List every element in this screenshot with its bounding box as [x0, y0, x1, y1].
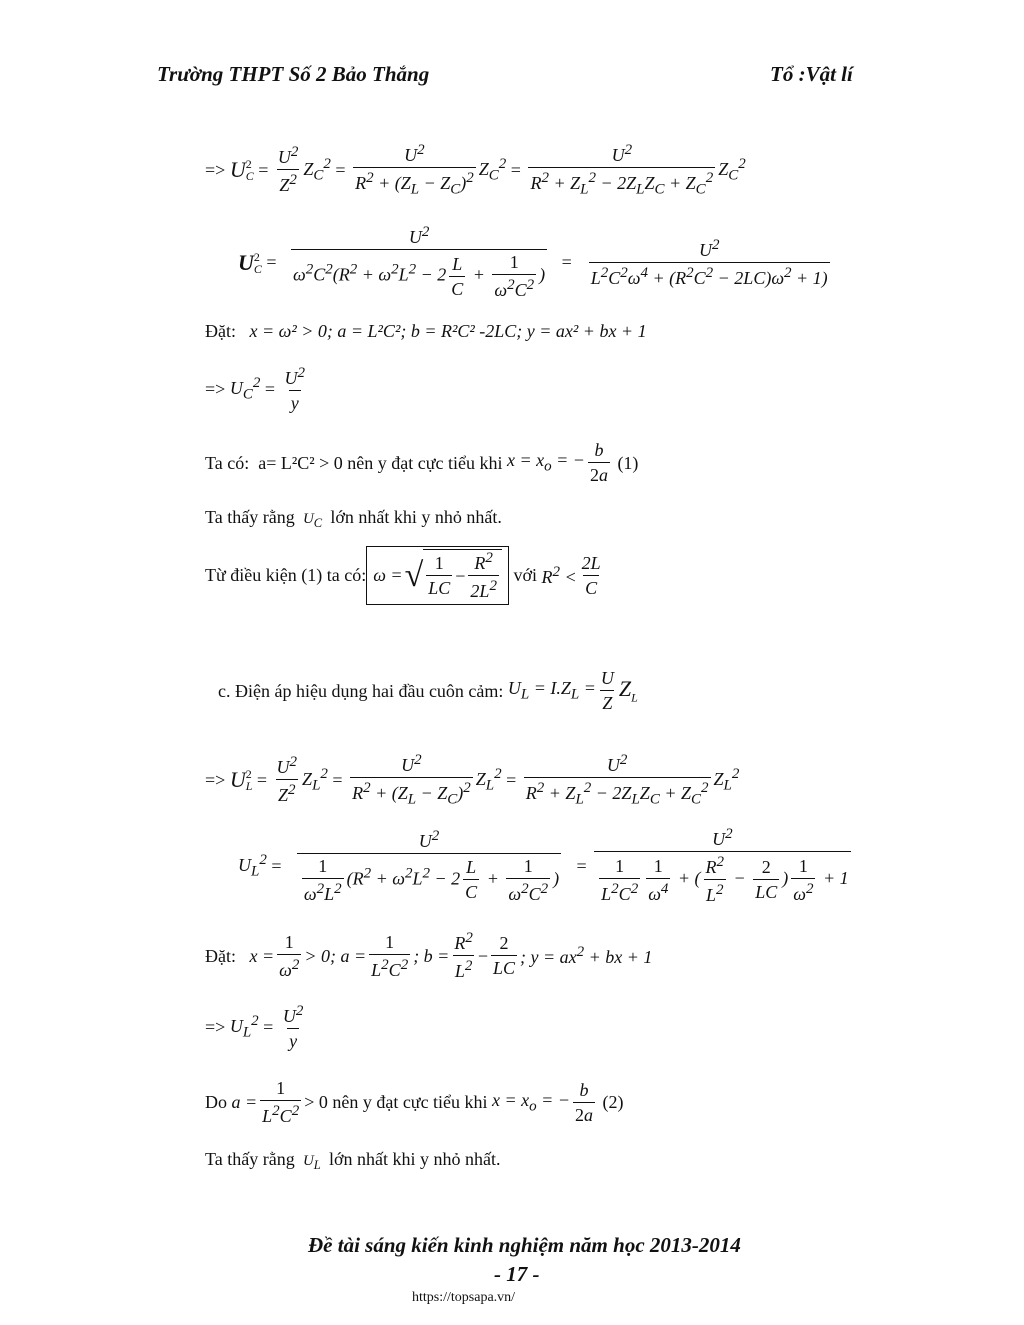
- ta-thay-line-2: Ta thấy rằng $U_L$ lớn nhất khi y nhỏ nhất.: [205, 1149, 501, 1172]
- do-line: Do a = $\frac{1}{L^2C^2}$ > 0 nên y đạt cực tiểu khi $x = x_o$ = − $\frac{b}{2a}$ (2): [205, 1078, 624, 1126]
- ta-thay-2-suffix: lớn nhất khi y nhỏ nhất.: [329, 1149, 501, 1169]
- dat-line-1: [205, 321, 647, 342]
- do-condition: > 0 nên y đạt cực tiểu khi: [304, 1092, 488, 1112]
- header-department: Tổ :Vật lí: [770, 62, 853, 86]
- section-c-heading: c. Điện áp hiệu dụng hai đầu cuôn cảm:: [218, 680, 504, 701]
- omega-result-box: ω = √ $\frac{1}{LC}$ − $\frac{R^2}{2L^2}$: [366, 546, 509, 605]
- dieu-kien-voi: với: [513, 565, 537, 585]
- do-prefix: Do: [205, 1092, 227, 1112]
- equation-uc-squared: => U 2 C = $\frac{U^2}{Z^2}$ $Z_C^2$ = $\frac{U^2}{R^2 + (Z_L - Z_C)^2}$ $Z_C^2$ = $\frac{U^2}{R^2 + Z_L^2 - 2Z_LZ_C + Z_C^2}$ $Z_C^2$: [205, 142, 746, 198]
- ta-co-label: Ta có:: [205, 452, 250, 473]
- ta-thay-1-suffix: lớn nhất khi y nhỏ nhất.: [330, 507, 502, 527]
- ta-co-ref: (1): [617, 452, 639, 473]
- footer-page-number: - 17 -: [494, 1262, 540, 1286]
- ta-thay-1-prefix: Ta thấy rằng: [205, 507, 295, 527]
- ta-thay-line-1: Ta thấy rằng $U_C$ lớn nhất khi y nhỏ nhất.: [205, 507, 502, 530]
- footer-url[interactable]: https://topsapa.vn/: [412, 1290, 516, 1305]
- equation-ul-omega: $U_L^2$ = $U^2$ $\frac{1}{\omega^2L^2}$ ($R^2 + \omega^2L^2 - 2$ $\frac{L}{C}$ + $\frac{1}{\omega^2C^2}$ ) = $U^2$ $\frac{1}{L^2C^2}$ $\frac{1}{\omega^4}$ + ( $\frac{R^2}{L^2}$ − $\frac{2}{LC}$ ) $\frac{1}{\omega^2}$ + 1: [238, 826, 849, 905]
- do-ref: (2): [602, 1092, 624, 1112]
- ta-co-condition: a= L²C² > 0 nên y đạt cực tiểu khi: [258, 452, 503, 473]
- dat-label-2: Đặt:: [205, 945, 236, 966]
- equation-ul-y: => $U_L^2$ = $\frac{U^2}{y}$: [205, 1003, 304, 1051]
- dat-label-1: Đặt:: [205, 321, 236, 341]
- dat-expression-1: x = ω² > 0; a = L²C²; b = R²C² -2LC; y = ax² + bx + 1: [249, 321, 647, 341]
- ta-thay-2-prefix: Ta thấy rằng: [205, 1149, 295, 1169]
- ta-co-line: Ta có: a= L²C² > 0 nên y đạt cực tiểu khi $x = x_o$ = − $\frac{b}{2a}$ (1): [205, 440, 639, 485]
- dat-line-2: Đặt: x = $\frac{1}{\omega^2}$ > 0; a = $\frac{1}{L^2C^2}$ ; b = $\frac{R^2}{L^2}$ − $\frac{2}{LC}$ ; $y = ax^2$ + bx + 1: [205, 930, 653, 981]
- header-school: Trường THPT Số 2 Bảo Thắng: [157, 62, 430, 86]
- equation-uc-y: => $U_C^2$ = $\frac{U^2}{y}$: [205, 365, 305, 413]
- section-c-line: c. Điện áp hiệu dụng hai đầu cuôn cảm: $U_L = I.Z_L$ = $\frac{U}{Z}$ $Z_L$: [218, 668, 638, 713]
- dieu-kien-line: Từ điều kiện (1) ta có: ω = √ $\frac{1}{LC}$ − $\frac{R^2}{2L^2}$ với $R^2$ < $\frac{2L}{C}$: [205, 546, 606, 605]
- equation-uc-omega: U 2 C = $U^2$ $\omega^2C^2(R^2 + \omega^2L^2 - 2$ $\frac{L}{C}$ + $\frac{1}{\omega^2C^2}$ ) = $\frac{U^2}{L^2C^2\omega^4 + (R^2C^2 - 2LC)\omega^2 + 1)}$: [238, 224, 828, 300]
- equation-ul-squared: => U 2 L = $\frac{U^2}{Z^2}$ $Z_L^2$ = $\frac{U^2}{R^2 + (Z_L - Z_C)^2}$ $Z_L^2$ = $\frac{U^2}{R^2 + Z_L^2 - 2Z_LZ_C + Z_C^2}$ $Z_L^2$: [205, 752, 740, 808]
- dieu-kien-prefix: Từ điều kiện (1) ta có:: [205, 565, 367, 585]
- footer-title: Đề tài sáng kiến kinh nghiệm năm học 2013-2014: [308, 1233, 741, 1257]
